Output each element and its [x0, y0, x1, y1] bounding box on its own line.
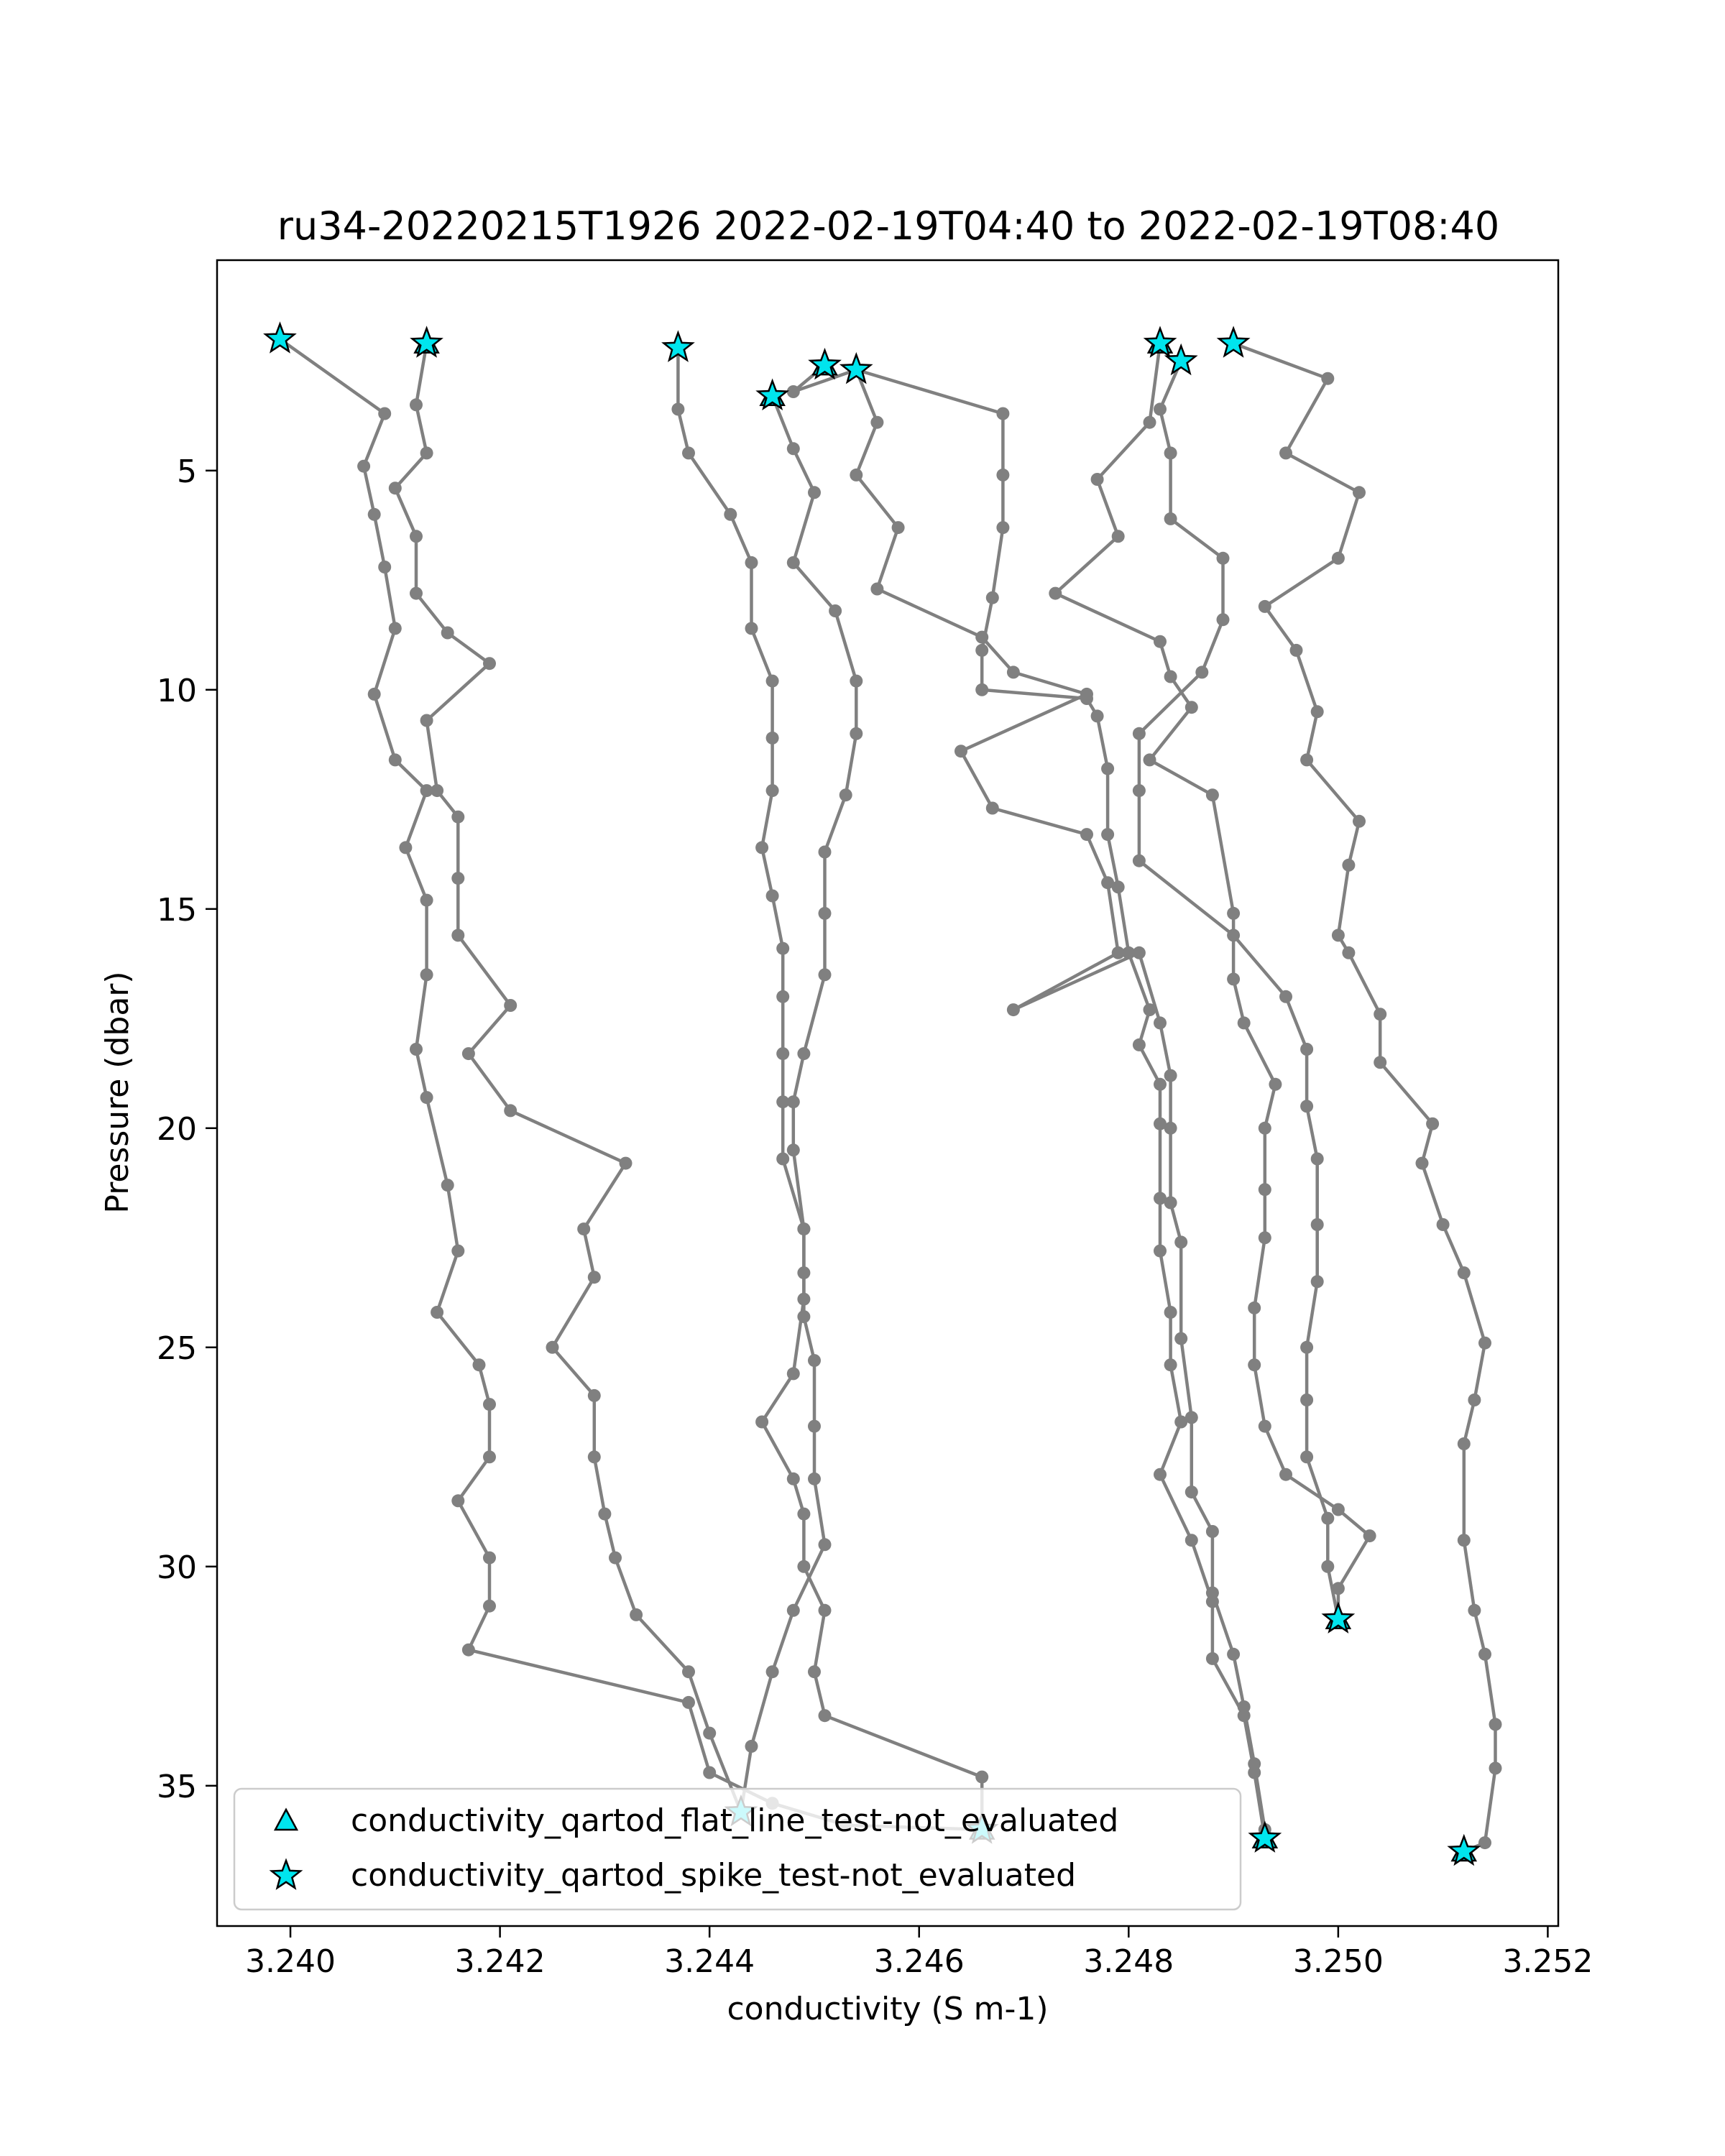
data-point — [954, 745, 967, 757]
legend-entry-spike: conductivity_qartod_spike_test-not_evaluated — [351, 1857, 1077, 1894]
data-point — [504, 999, 517, 1012]
data-point — [1101, 828, 1114, 841]
data-point — [389, 622, 402, 635]
data-point — [1133, 854, 1146, 867]
data-point — [431, 1306, 443, 1319]
y-axis-label: Pressure (dbar) — [99, 971, 136, 1214]
data-point — [787, 556, 800, 569]
data-point — [441, 1179, 454, 1192]
data-point — [1426, 1118, 1439, 1130]
data-point — [1227, 907, 1240, 920]
data-point — [819, 846, 832, 859]
data-point — [1300, 1043, 1313, 1056]
data-point — [892, 521, 905, 534]
data-point — [1133, 946, 1146, 959]
data-point — [1185, 1485, 1198, 1498]
data-point — [1206, 788, 1219, 801]
data-point — [1478, 1337, 1491, 1350]
x-tick-label: 3.246 — [873, 1943, 965, 1980]
data-point — [420, 1091, 433, 1104]
data-point — [1489, 1761, 1502, 1774]
data-point — [483, 657, 496, 670]
data-point — [1144, 753, 1156, 766]
data-point — [1091, 709, 1104, 722]
data-point — [996, 407, 1009, 420]
data-point — [996, 521, 1009, 534]
data-point — [1091, 473, 1104, 486]
data-point — [1311, 1218, 1324, 1231]
x-tick-label: 3.240 — [245, 1943, 336, 1980]
data-point — [1311, 705, 1324, 718]
data-point — [1164, 1069, 1177, 1082]
data-point — [819, 1604, 832, 1617]
data-point — [630, 1608, 643, 1621]
data-point — [1206, 1586, 1219, 1599]
data-point — [410, 530, 423, 543]
data-point — [1154, 1078, 1167, 1091]
data-point — [787, 442, 800, 455]
data-point — [986, 802, 999, 815]
data-point — [1300, 1450, 1313, 1463]
data-point — [808, 1354, 821, 1367]
data-point — [1353, 815, 1366, 828]
data-point — [1458, 1437, 1471, 1450]
data-point — [1259, 600, 1271, 613]
data-point — [451, 1245, 464, 1258]
legend-entry-flat-line: conductivity_qartod_flat_line_test-not_evaluated — [351, 1802, 1119, 1839]
data-point — [829, 604, 842, 617]
data-point — [1144, 416, 1156, 429]
data-point — [808, 486, 821, 499]
data-point — [420, 894, 433, 907]
data-point — [1259, 1420, 1271, 1433]
data-point — [1227, 929, 1240, 941]
y-tick-label: 35 — [157, 1768, 197, 1805]
y-tick-label: 15 — [157, 891, 197, 929]
data-point — [870, 583, 883, 596]
data-point — [1154, 1245, 1167, 1258]
data-point — [378, 407, 391, 420]
data-point — [1342, 946, 1355, 959]
data-point — [1227, 972, 1240, 985]
data-point — [797, 1293, 810, 1306]
data-point — [1279, 446, 1292, 459]
data-point — [483, 1552, 496, 1565]
data-point — [410, 1043, 423, 1056]
data-point — [745, 1740, 758, 1753]
data-point — [1195, 665, 1208, 678]
data-point — [808, 1420, 821, 1433]
data-point — [776, 942, 789, 955]
data-point — [1007, 1003, 1020, 1016]
data-point — [787, 1473, 800, 1485]
data-point — [1206, 1652, 1219, 1665]
data-point — [1154, 1016, 1167, 1029]
data-point — [797, 1508, 810, 1521]
data-point — [703, 1727, 716, 1740]
data-point — [682, 1665, 695, 1678]
data-point — [819, 1709, 832, 1722]
data-point — [1269, 1078, 1282, 1091]
x-tick-label: 3.250 — [1292, 1943, 1384, 1980]
data-point — [620, 1157, 632, 1170]
data-point — [1279, 1468, 1292, 1481]
data-point — [1300, 1341, 1313, 1354]
data-point — [819, 1538, 832, 1551]
data-point — [368, 688, 381, 701]
data-point — [1259, 1122, 1271, 1135]
data-point — [546, 1341, 559, 1354]
data-point — [819, 907, 832, 920]
data-point — [1164, 512, 1177, 525]
data-point — [368, 508, 381, 521]
data-point — [1133, 727, 1146, 740]
data-point — [975, 1771, 988, 1784]
data-point — [1133, 1038, 1146, 1051]
data-point — [1259, 1183, 1271, 1196]
data-point — [766, 732, 779, 745]
data-point — [1468, 1393, 1481, 1406]
data-point — [787, 1367, 800, 1380]
data-point — [1154, 402, 1167, 415]
data-point — [1133, 784, 1146, 797]
data-point — [420, 714, 433, 727]
data-point — [1248, 1302, 1261, 1314]
data-point — [609, 1552, 622, 1565]
data-point — [1112, 530, 1125, 543]
data-point — [776, 1047, 789, 1060]
legend — [234, 1789, 1241, 1909]
data-point — [975, 644, 988, 657]
x-tick-label: 3.252 — [1502, 1943, 1593, 1980]
data-point — [1238, 1700, 1251, 1713]
data-point — [724, 508, 737, 521]
data-point — [483, 1450, 496, 1463]
data-point — [504, 1104, 517, 1117]
data-point — [357, 460, 370, 473]
data-point — [588, 1450, 601, 1463]
data-point — [451, 811, 464, 824]
data-point — [1164, 446, 1177, 459]
data-point — [483, 1398, 496, 1411]
data-point — [776, 990, 789, 1003]
data-point — [1437, 1218, 1450, 1231]
data-point — [776, 1153, 789, 1166]
data-point — [462, 1047, 475, 1060]
data-point — [755, 1416, 768, 1429]
y-tick-label: 25 — [157, 1330, 197, 1367]
data-point — [1248, 1358, 1261, 1371]
data-point — [797, 1047, 810, 1060]
data-point — [1112, 946, 1125, 959]
data-point — [975, 631, 988, 644]
data-point — [787, 1143, 800, 1156]
data-point — [797, 1560, 810, 1573]
data-point — [1206, 1525, 1219, 1538]
data-point — [1311, 1153, 1324, 1166]
data-point — [671, 402, 684, 415]
y-tick-label: 10 — [157, 672, 197, 709]
data-point — [483, 1600, 496, 1613]
data-point — [420, 968, 433, 981]
data-point — [1332, 929, 1345, 941]
data-point — [378, 561, 391, 573]
data-point — [797, 1222, 810, 1235]
data-point — [766, 890, 779, 903]
data-point — [850, 469, 862, 482]
data-point — [819, 968, 832, 981]
x-tick-label: 3.244 — [664, 1943, 755, 1980]
data-point — [1332, 1503, 1345, 1516]
data-point — [588, 1271, 601, 1284]
data-point — [399, 841, 412, 854]
data-point — [1217, 613, 1230, 626]
data-point — [1164, 1306, 1177, 1319]
data-point — [1321, 1560, 1334, 1573]
data-point — [1080, 828, 1093, 841]
data-point — [1468, 1604, 1481, 1617]
data-point — [441, 627, 454, 640]
data-point — [808, 1665, 821, 1678]
data-point — [986, 591, 999, 604]
data-point — [451, 929, 464, 941]
data-point — [766, 1665, 779, 1678]
data-point — [451, 1494, 464, 1507]
data-point — [1332, 552, 1345, 565]
data-point — [598, 1508, 611, 1521]
data-point — [1185, 1411, 1198, 1424]
data-point — [1300, 1393, 1313, 1406]
data-point — [1458, 1266, 1471, 1279]
data-point — [1259, 1231, 1271, 1244]
data-point — [1049, 587, 1062, 600]
x-axis-label: conductivity (S m-1) — [727, 1991, 1049, 2027]
data-point — [1363, 1529, 1376, 1542]
data-point — [1164, 1358, 1177, 1371]
data-point — [451, 872, 464, 885]
data-point — [588, 1389, 601, 1402]
data-point — [1321, 1512, 1334, 1525]
data-point — [1164, 1197, 1177, 1210]
data-point — [755, 841, 768, 854]
data-point — [1154, 1468, 1167, 1481]
data-point — [577, 1222, 590, 1235]
data-point — [462, 1644, 475, 1657]
data-point — [1478, 1648, 1491, 1661]
data-point — [840, 788, 852, 801]
data-point — [703, 1766, 716, 1779]
data-point — [787, 385, 800, 398]
data-point — [1342, 859, 1355, 872]
data-point — [682, 1696, 695, 1709]
x-tick-label: 3.242 — [454, 1943, 546, 1980]
data-point — [1080, 688, 1093, 701]
data-point — [389, 482, 402, 494]
data-point — [410, 398, 423, 411]
data-point — [1489, 1718, 1502, 1731]
data-point — [473, 1358, 486, 1371]
data-point — [1164, 671, 1177, 683]
plot-area — [217, 260, 1558, 1926]
data-point — [420, 446, 433, 459]
data-point — [787, 1095, 800, 1108]
data-point — [1185, 1534, 1198, 1547]
chart-title: ru34-20220215T1926 2022-02-19T04:40 to 2022-02-19T08:40 — [277, 203, 1500, 249]
data-point — [1174, 1235, 1187, 1248]
data-point — [1416, 1157, 1429, 1170]
y-tick-label: 30 — [157, 1549, 197, 1586]
data-point — [1164, 1122, 1177, 1135]
data-point — [1227, 1648, 1240, 1661]
data-point — [1290, 644, 1303, 657]
data-point — [850, 675, 862, 688]
data-point — [766, 784, 779, 797]
data-point — [996, 469, 1009, 482]
y-tick-label: 5 — [177, 453, 197, 490]
data-point — [1279, 990, 1292, 1003]
data-point — [1374, 1008, 1386, 1021]
data-point — [975, 683, 988, 696]
data-point — [1300, 753, 1313, 766]
data-point — [1458, 1534, 1471, 1547]
data-point — [1217, 552, 1230, 565]
data-point — [410, 587, 423, 600]
data-point — [1238, 1016, 1251, 1029]
data-point — [1321, 372, 1334, 385]
data-point — [1101, 763, 1114, 775]
data-point — [431, 784, 443, 797]
data-point — [1185, 701, 1198, 714]
data-point — [850, 727, 862, 740]
data-point — [1478, 1836, 1491, 1849]
x-tick-label: 3.248 — [1083, 1943, 1174, 1980]
data-point — [745, 622, 758, 635]
plot-background — [217, 260, 1558, 1926]
data-point — [1174, 1332, 1187, 1345]
data-point — [389, 753, 402, 766]
data-point — [1154, 635, 1167, 648]
data-point — [870, 416, 883, 429]
data-point — [1101, 876, 1114, 889]
data-point — [766, 675, 779, 688]
data-point — [745, 556, 758, 569]
data-point — [808, 1473, 821, 1485]
data-point — [1374, 1056, 1386, 1069]
data-point — [682, 446, 695, 459]
data-point — [1300, 1100, 1313, 1112]
data-point — [1007, 665, 1020, 678]
data-point — [1311, 1275, 1324, 1288]
data-point — [1248, 1757, 1261, 1770]
data-point — [787, 1604, 800, 1617]
y-tick-label: 20 — [157, 1110, 197, 1148]
data-point — [1353, 486, 1366, 499]
